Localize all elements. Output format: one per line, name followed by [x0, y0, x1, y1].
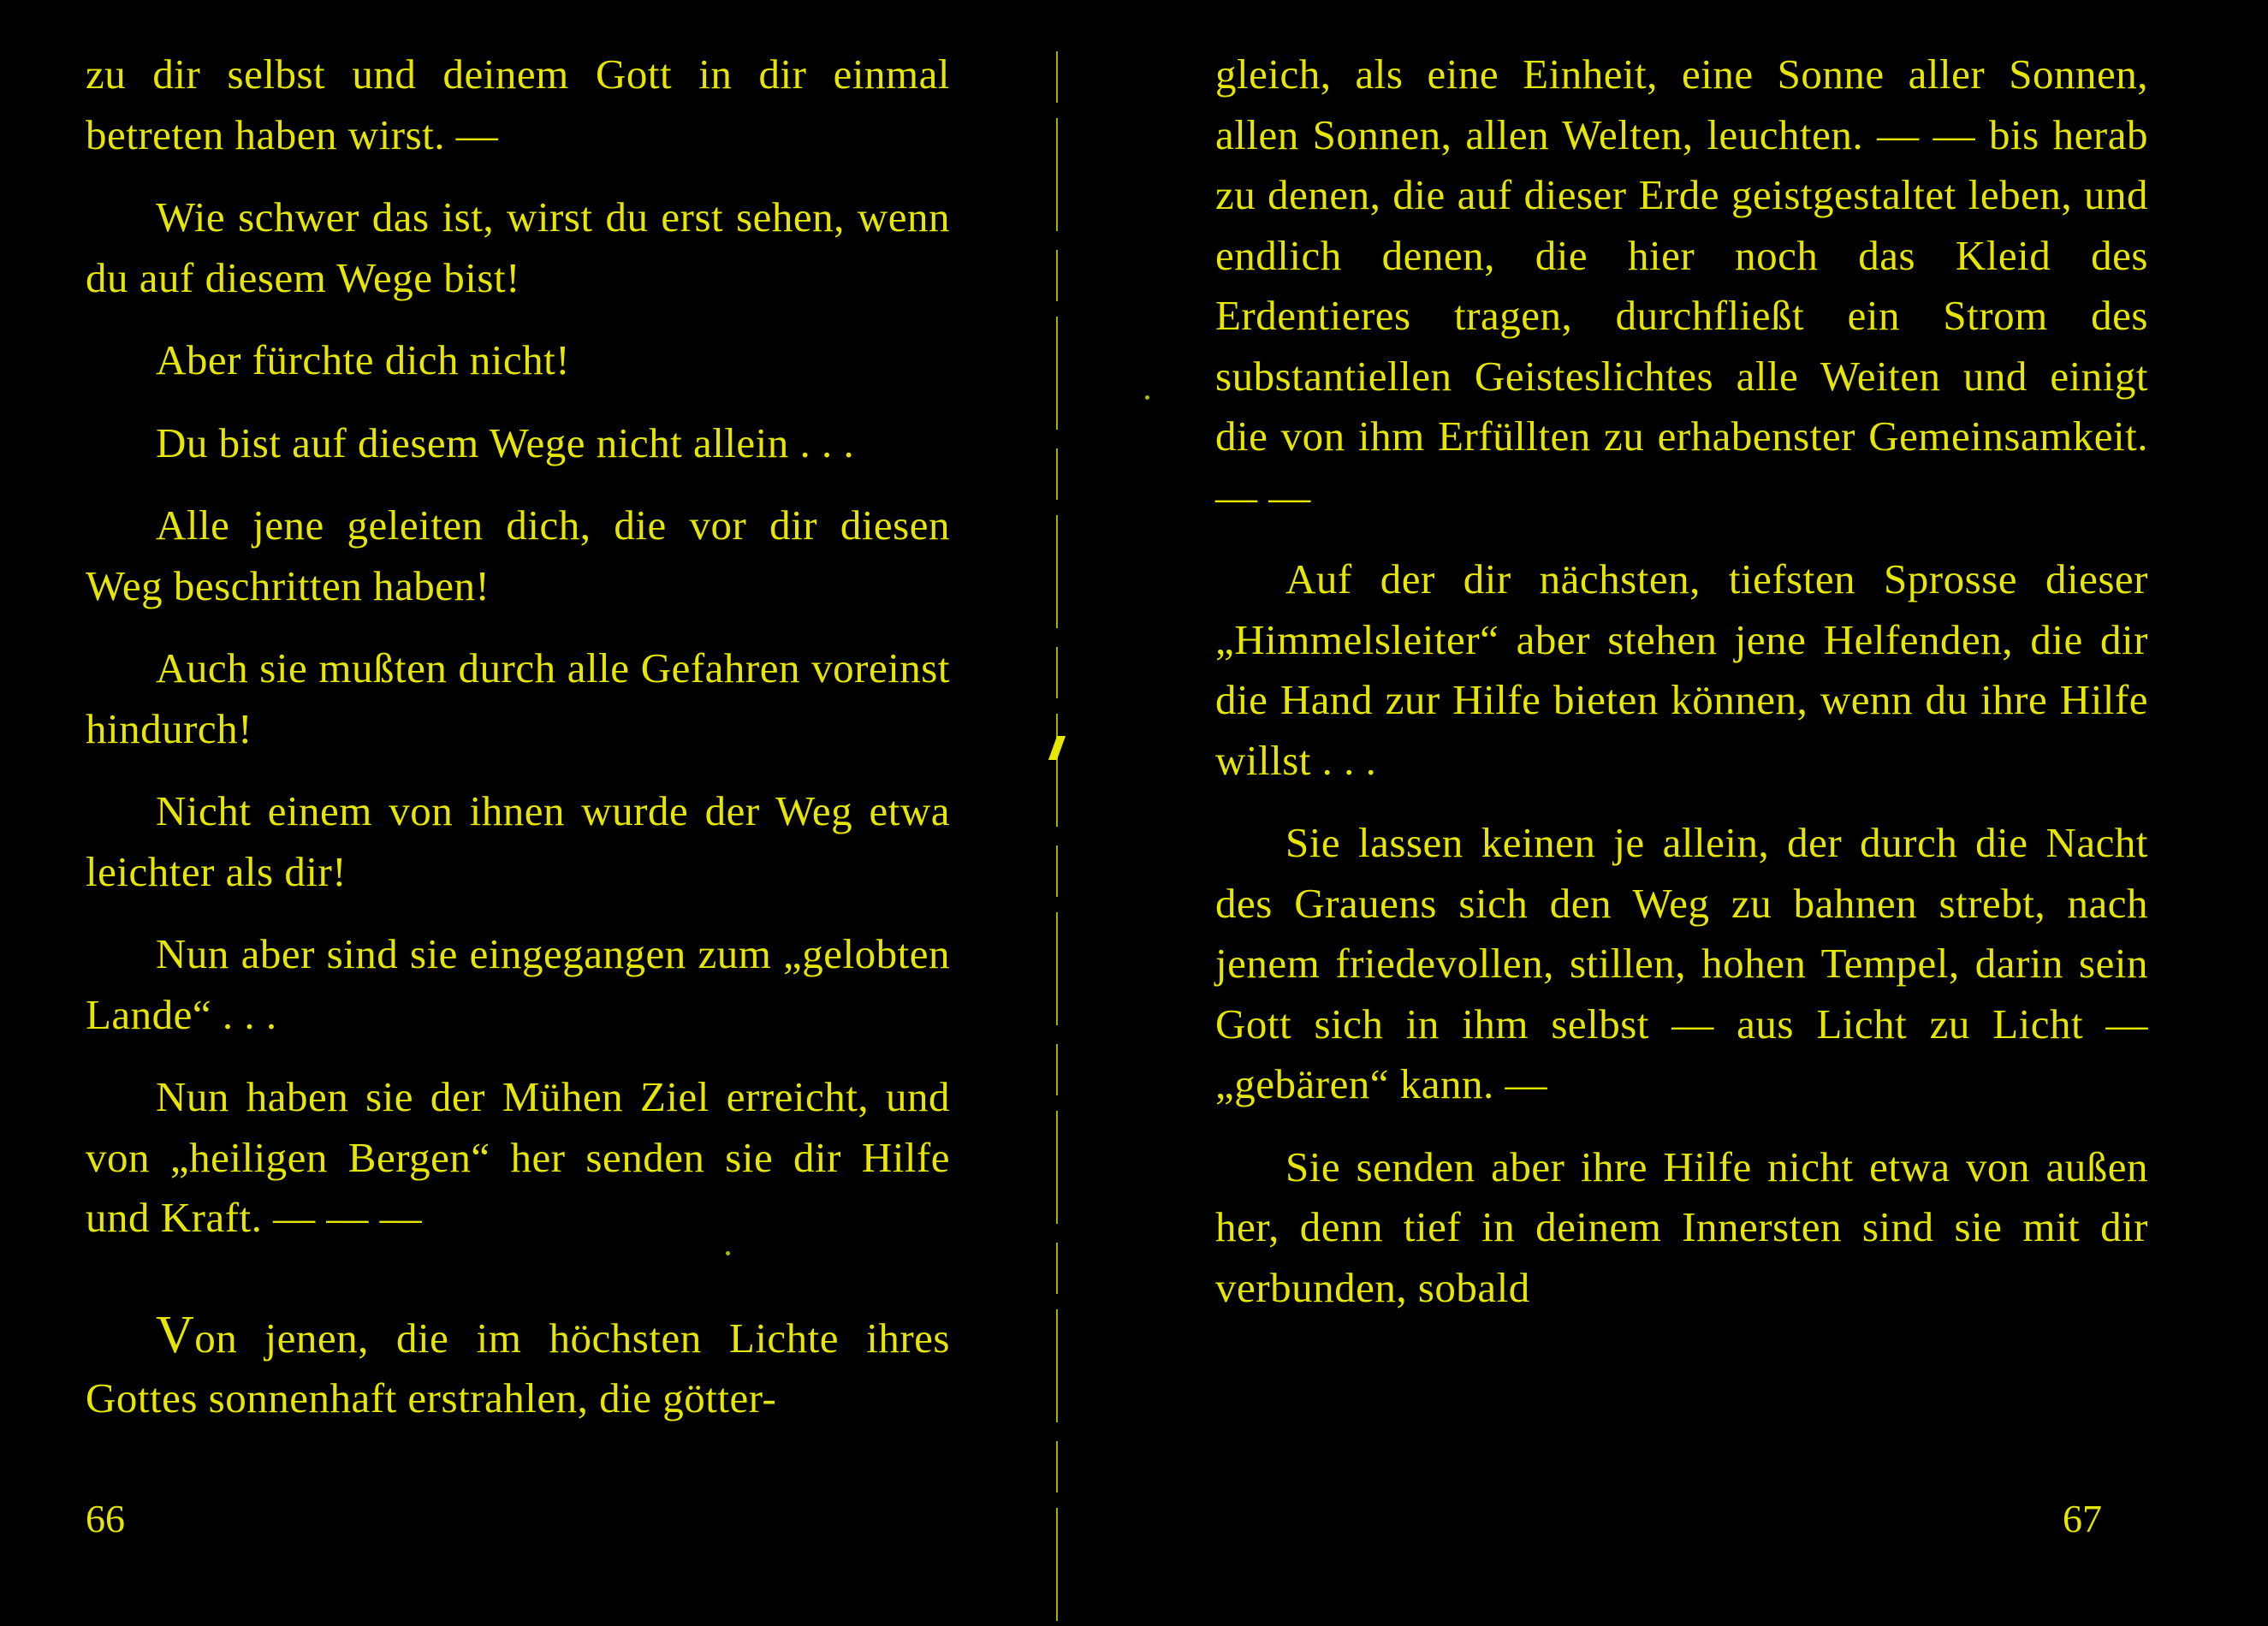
paragraph: Nun haben sie der Mühen Ziel erreicht, und von „heiligen Bergen“ her senden sie dir Hilfe und Kraft. — — — [86, 1073, 950, 1241]
gutter-line [1056, 51, 1058, 1626]
print-speck [726, 1251, 730, 1255]
paragraph: Alle jene geleiten dich, die vor dir diesen Weg beschritten haben! [86, 501, 950, 609]
drop-cap: V [156, 1305, 195, 1364]
gutter-mark [1048, 736, 1066, 760]
paragraph: Auch sie mußten durch alle Gefahren voreinst hindurch! [86, 644, 950, 752]
page-number-right: 67 [2063, 1497, 2102, 1540]
paragraph: Aber fürchte dich nicht! [156, 336, 571, 383]
paragraph: Auf der dir nächsten, tiefsten Sprosse dieser „Himmelsleiter“ aber stehen jene Helfenden, die dir die Hand zur Hilfe bieten können, wenn du ihre Hilfe willst . . . [1215, 555, 2148, 784]
paragraph: Nicht einem von ihnen wurde der Weg etwa leichter als dir! [86, 787, 950, 895]
book-gutter [1051, 51, 1063, 1626]
left-page-text [86, 45, 950, 1455]
section-paragraph [86, 1305, 950, 1429]
paragraph: Du bist auf diesem Wege nicht allein . . . [156, 418, 855, 466]
paragraph: gleich, als eine Einheit, eine Sonne aller Sonnen, allen Sonnen, allen Welten, leuchten. — — bis herab zu denen, die auf dieser Erde geistgestaltet leben, und endlich denen, die hier noch das Kleid des Erdentieres tragen, durchfließt ein Strom des substantiellen Geisteslichtes alle Weiten und einigt die von ihm Erfüllten zu erhabenster Gemeinsamkeit. — — [1215, 50, 2148, 520]
paragraph: Nun aber sind sie eingegangen zum „gelobten Lande“ . . . [86, 930, 950, 1038]
page-number-left: 66 [86, 1497, 125, 1540]
paragraph: Sie lassen keinen je allein, der durch die Nacht des Grauens sich den Weg zu bahnen strebt, nach jenem friedevollen, stillen, hohen Tempel, darin sein Gott sich in ihm selbst — aus Licht zu Licht — „gebären“ kann. — [1215, 819, 2148, 1107]
paragraph: Sie senden aber ihre Hilfe nicht etwa von außen her, denn tief in deinem Innersten sind sie mit dir verbunden, sobald [1215, 1142, 2148, 1311]
left-page [0, 0, 1057, 1626]
right-page [1078, 0, 2268, 1626]
section-paragraph-text: on jenen, die im höchsten Lichte ihres Gottes sonnenhaft erstrahlen, die götter- [86, 1314, 950, 1421]
paragraph: zu dir selbst und deinem Gott in dir einmal betreten haben wirst. — [86, 50, 950, 158]
right-page-text [1215, 45, 2148, 1340]
paragraph: Wie schwer das ist, wirst du erst sehen, wenn du auf diesem Wege bist! [86, 193, 950, 301]
